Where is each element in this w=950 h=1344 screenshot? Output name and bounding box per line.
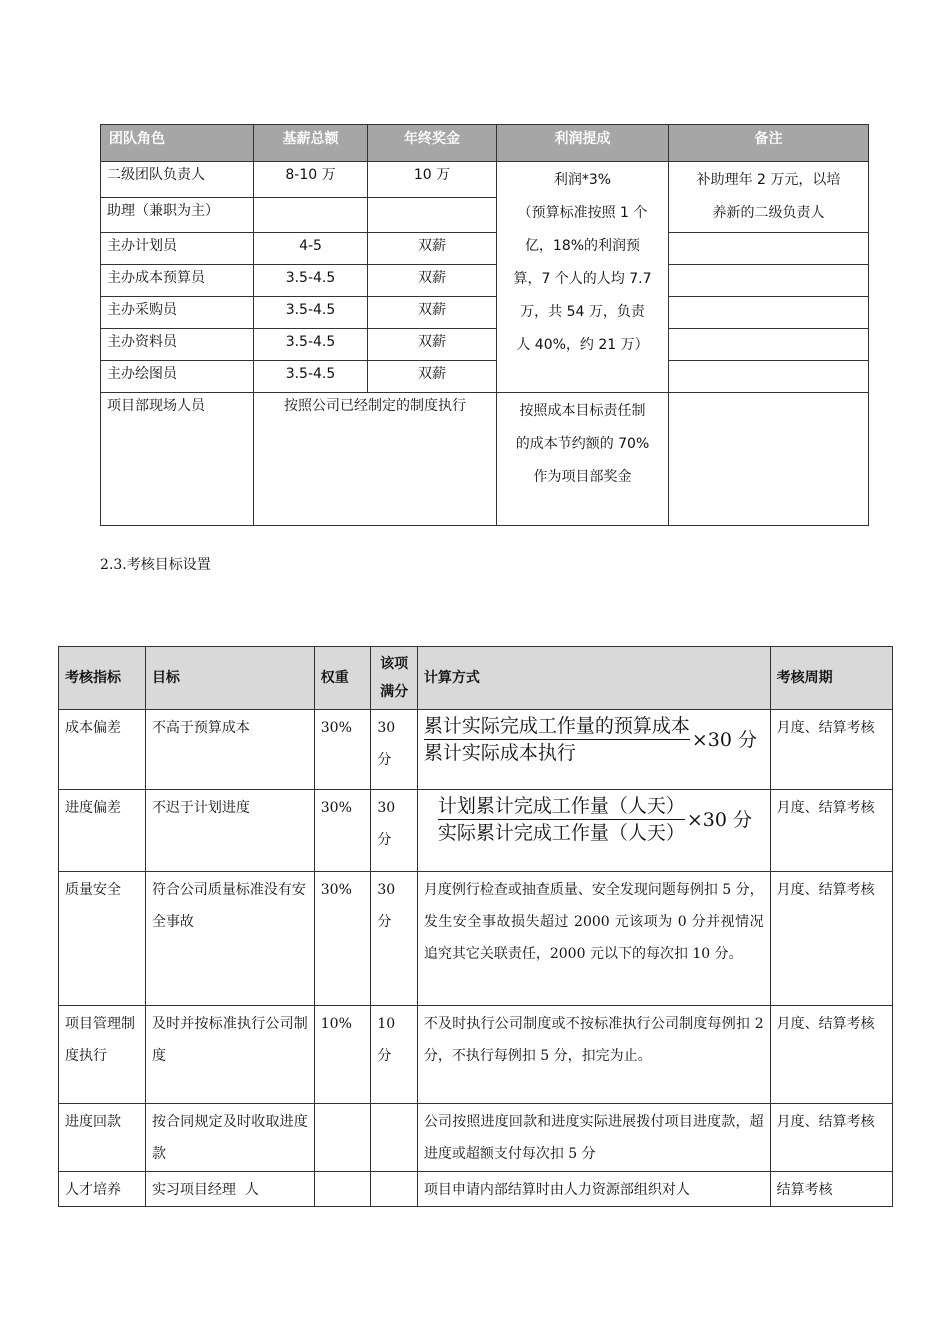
score-cell: 30 分 [371, 790, 418, 872]
section-title: 2.3.考核目标设置 [100, 557, 211, 573]
header-cell: 目标 [145, 647, 314, 710]
header-line: 该项 [380, 656, 409, 672]
note-cell [669, 297, 869, 329]
period-cell: 月度、结算考核 [770, 1104, 892, 1172]
header-cell: 基薪总额 [254, 125, 368, 162]
table-row [101, 297, 869, 329]
bonus-cell: 10 万 [368, 162, 497, 198]
method-cell: 月度例行检查或抽查质量、安全发现问题每例扣 5 分，发生安全事故损失超过 2000 元该项为 0 分并视情况追究其它关联责任，2000 元以下的每次扣 10 分。 [417, 872, 770, 1006]
salary-cell: 4-5 [254, 233, 368, 265]
profit-line: （预算标准按照 1 个 [517, 205, 648, 221]
profit-line: 作为项目部奖金 [533, 469, 632, 485]
bonus-cell: 双薪 [368, 265, 497, 297]
team-compensation-table [100, 124, 869, 526]
header-cell [371, 647, 418, 710]
table-row [59, 710, 893, 790]
target-cell: 及时并按标准执行公司制度 [145, 1006, 314, 1104]
formula-numerator: 累计实际完成工作量的预算成本 [424, 713, 690, 740]
profit-share-cell [497, 393, 669, 526]
indicator-cell: 质量安全 [59, 872, 146, 1006]
note-cell [669, 329, 869, 361]
salary-cell [254, 197, 368, 233]
weight-cell [314, 1104, 371, 1172]
profit-line: 亿，18%的利润预 [524, 238, 641, 254]
table-row [59, 872, 893, 1006]
weight-cell [314, 1172, 371, 1207]
role-cell: 助理（兼职为主） [101, 197, 254, 233]
table-row [59, 790, 893, 872]
note-cell [669, 233, 869, 265]
formula [424, 713, 757, 766]
table-row [101, 393, 869, 526]
note-line: 补助理年 2 万元，以培 [696, 172, 841, 188]
period-cell: 结算考核 [770, 1172, 892, 1207]
method-cell: 项目申请内部结算时由人力资源部组织对人 [417, 1172, 770, 1207]
bonus-cell: 双薪 [368, 233, 497, 265]
salary-cell: 按照公司已经制定的制度执行 [254, 393, 497, 526]
indicator-cell: 进度回款 [59, 1104, 146, 1172]
header-cell: 考核指标 [59, 647, 146, 710]
indicator-cell: 成本偏差 [59, 710, 146, 790]
note-cell [669, 361, 869, 393]
header-line: 满分 [380, 684, 409, 700]
salary-cell: 3.5-4.5 [254, 265, 368, 297]
weight-cell: 30% [314, 790, 371, 872]
role-cell: 主办资料员 [101, 329, 254, 361]
role-cell: 二级团队负责人 [101, 162, 254, 198]
note-cell [669, 162, 869, 233]
formula-denominator: 实际累计完成工作量（人天） [437, 822, 685, 844]
note-cell [669, 393, 869, 526]
method-cell: 公司按照进度回款和进度实际进展拨付项目进度款，超进度或超额支付每次扣 5 分 [417, 1104, 770, 1172]
bonus-cell: 双薪 [368, 297, 497, 329]
score-cell: 10 分 [371, 1006, 418, 1104]
role-cell: 主办计划员 [101, 233, 254, 265]
target-cell: 不迟于计划进度 [145, 790, 314, 872]
salary-cell: 3.5-4.5 [254, 297, 368, 329]
note-cell [669, 265, 869, 297]
table-header-row [59, 647, 893, 710]
indicator-cell: 人才培养 [59, 1172, 146, 1207]
header-cell: 团队角色 [101, 125, 254, 162]
salary-cell: 3.5-4.5 [254, 361, 368, 393]
table-row [59, 1006, 893, 1104]
formula-multiplier: ×30 分 [686, 808, 753, 831]
weight-cell: 30% [314, 872, 371, 1006]
bonus-cell: 双薪 [368, 329, 497, 361]
score-cell: 30 分 [371, 872, 418, 1006]
profit-line: 利润*3% [553, 172, 612, 188]
method-cell [417, 710, 770, 790]
table-row [101, 361, 869, 393]
formula-multiplier: ×30 分 [691, 728, 758, 751]
header-cell: 年终奖金 [368, 125, 497, 162]
salary-cell: 3.5-4.5 [254, 329, 368, 361]
bonus-cell [368, 197, 497, 233]
header-cell: 权重 [314, 647, 371, 710]
period-cell: 月度、结算考核 [770, 790, 892, 872]
role-cell: 主办绘图员 [101, 361, 254, 393]
bonus-cell: 双薪 [368, 361, 497, 393]
target-cell: 按合同规定及时收取进度款 [145, 1104, 314, 1172]
indicator-cell: 进度偏差 [59, 790, 146, 872]
period-cell: 月度、结算考核 [770, 710, 892, 790]
profit-line: 的成本节约额的 70% [515, 436, 650, 452]
method-cell [417, 790, 770, 872]
role-cell: 主办成本预算员 [101, 265, 254, 297]
header-cell: 利润提成 [497, 125, 669, 162]
profit-share-cell [497, 162, 669, 393]
weight-cell: 10% [314, 1006, 371, 1104]
formula [438, 793, 752, 846]
profit-line: 人 40%，约 21 万） [516, 337, 649, 353]
header-cell: 计算方式 [417, 647, 770, 710]
profit-line: 万，共 54 万，负责 [520, 304, 645, 320]
period-cell: 月度、结算考核 [770, 1006, 892, 1104]
table-row [101, 162, 869, 198]
table-row [101, 233, 869, 265]
table-row [101, 265, 869, 297]
note-line: 养新的二级负责人 [712, 205, 825, 221]
target-cell: 不高于预算成本 [145, 710, 314, 790]
target-cell: 符合公司质量标准没有安全事故 [145, 872, 314, 1006]
period-cell: 月度、结算考核 [770, 872, 892, 1006]
table-row [101, 329, 869, 361]
weight-cell: 30% [314, 710, 371, 790]
formula-numerator: 计划累计完成工作量（人天） [438, 793, 685, 820]
role-cell: 项目部现场人员 [101, 393, 254, 526]
indicator-cell: 项目管理制度执行 [59, 1006, 146, 1104]
role-cell: 主办采购员 [101, 297, 254, 329]
profit-line: 按照成本目标责任制 [519, 403, 646, 419]
score-cell [371, 1104, 418, 1172]
table-row [59, 1104, 893, 1172]
profit-line: 算，7 个人的人均 7.7 [513, 271, 652, 287]
table-header-row [101, 125, 869, 162]
method-cell: 不及时执行公司制度或不按标准执行公司制度每例扣 2 分，不执行每例扣 5 分，扣完为止。 [417, 1006, 770, 1104]
score-cell: 30 分 [371, 710, 418, 790]
salary-cell: 8-10 万 [254, 162, 368, 198]
score-cell [371, 1172, 418, 1207]
formula-denominator: 累计实际成本执行 [423, 742, 576, 764]
header-cell: 考核周期 [770, 647, 892, 710]
target-cell: 实习项目经理 人 [145, 1172, 314, 1207]
assessment-table [58, 646, 893, 1207]
table-row [59, 1172, 893, 1207]
header-cell: 备注 [669, 125, 869, 162]
